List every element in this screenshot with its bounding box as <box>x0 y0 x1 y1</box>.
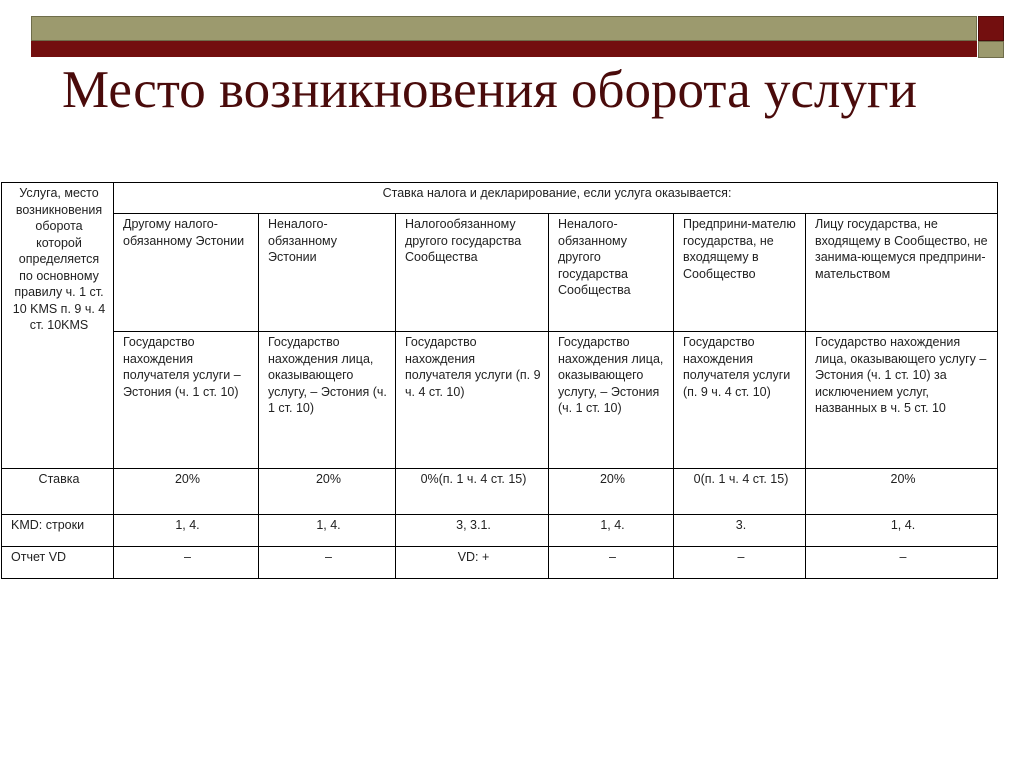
service-label-cell: Услуга, место возникновения оборота которой определяется по основному правилу ч. 1 ст. 10 KMS п. 9 ч. 4 ст. 10KMS <box>2 183 114 469</box>
span-header-row <box>2 183 998 214</box>
vd-cell: – <box>114 547 259 579</box>
column-header: Налогообязанному другого государства Сообщества <box>396 214 549 332</box>
column-header: Другому налого-обязанному Эстонии <box>114 214 259 332</box>
kmd-label: KMD: строки <box>2 515 114 547</box>
vd-cell: – <box>549 547 674 579</box>
kmd-cell: 1, 4. <box>114 515 259 547</box>
place-row <box>2 332 998 469</box>
corner-square-olive <box>978 41 1004 58</box>
rate-cell: 20% <box>259 469 396 515</box>
rate-cell: 20% <box>549 469 674 515</box>
rate-label: Ставка <box>2 469 114 515</box>
vd-cell: – <box>806 547 998 579</box>
kmd-cell: 1, 4. <box>806 515 998 547</box>
vd-cell: – <box>259 547 396 579</box>
kmd-cell: 3. <box>674 515 806 547</box>
place-cell: Государство нахождения лица, оказывающего услугу – Эстония (ч. 1 ст. 10) за исключением услуг, названных в ч. 5 ст. 10 <box>806 332 998 469</box>
column-header: Неналого-обязанному другого государства Сообщества <box>549 214 674 332</box>
span-header-cell: Ставка налога и декларирование, если услуга оказывается: <box>114 183 998 214</box>
place-cell: Государство нахождения лица, оказывающего услугу, – Эстония (ч. 1 ст. 10) <box>259 332 396 469</box>
vd-cell: – <box>674 547 806 579</box>
kmd-cell: 1, 4. <box>259 515 396 547</box>
slide-title: Место возникновения оборота услуги <box>62 61 917 119</box>
kmd-cell: 1, 4. <box>549 515 674 547</box>
kmd-cell: 3, 3.1. <box>396 515 549 547</box>
place-cell: Государство нахождения получателя услуги (п. 9 ч. 4 ст. 10) <box>674 332 806 469</box>
rate-cell: 20% <box>806 469 998 515</box>
column-header: Лицу государства, не входящему в Сообщество, не занима-ющемуся предприни-мательством <box>806 214 998 332</box>
corner-square-red <box>978 16 1004 41</box>
top-bar-red <box>31 41 977 57</box>
vd-row <box>2 547 998 579</box>
column-header: Предприни-мателю государства, не входящему в Сообщество <box>674 214 806 332</box>
rate-cell: 20% <box>114 469 259 515</box>
top-bar-olive <box>31 16 977 41</box>
vd-label: Отчет VD <box>2 547 114 579</box>
kmd-row <box>2 515 998 547</box>
tax-table <box>1 182 998 579</box>
place-cell: Государство нахождения лица, оказывающего услугу, – Эстония (ч. 1 ст. 10) <box>549 332 674 469</box>
vd-cell: VD: + <box>396 547 549 579</box>
column-header: Неналого-обязанному Эстонии <box>259 214 396 332</box>
place-cell: Государство нахождения получателя услуги – Эстония (ч. 1 ст. 10) <box>114 332 259 469</box>
rate-cell: 0(п. 1 ч. 4 ст. 15) <box>674 469 806 515</box>
rate-cell: 0%(п. 1 ч. 4 ст. 15) <box>396 469 549 515</box>
place-cell: Государство нахождения получателя услуги (п. 9 ч. 4 ст. 10) <box>396 332 549 469</box>
rate-row <box>2 469 998 515</box>
column-header-row <box>2 214 998 332</box>
